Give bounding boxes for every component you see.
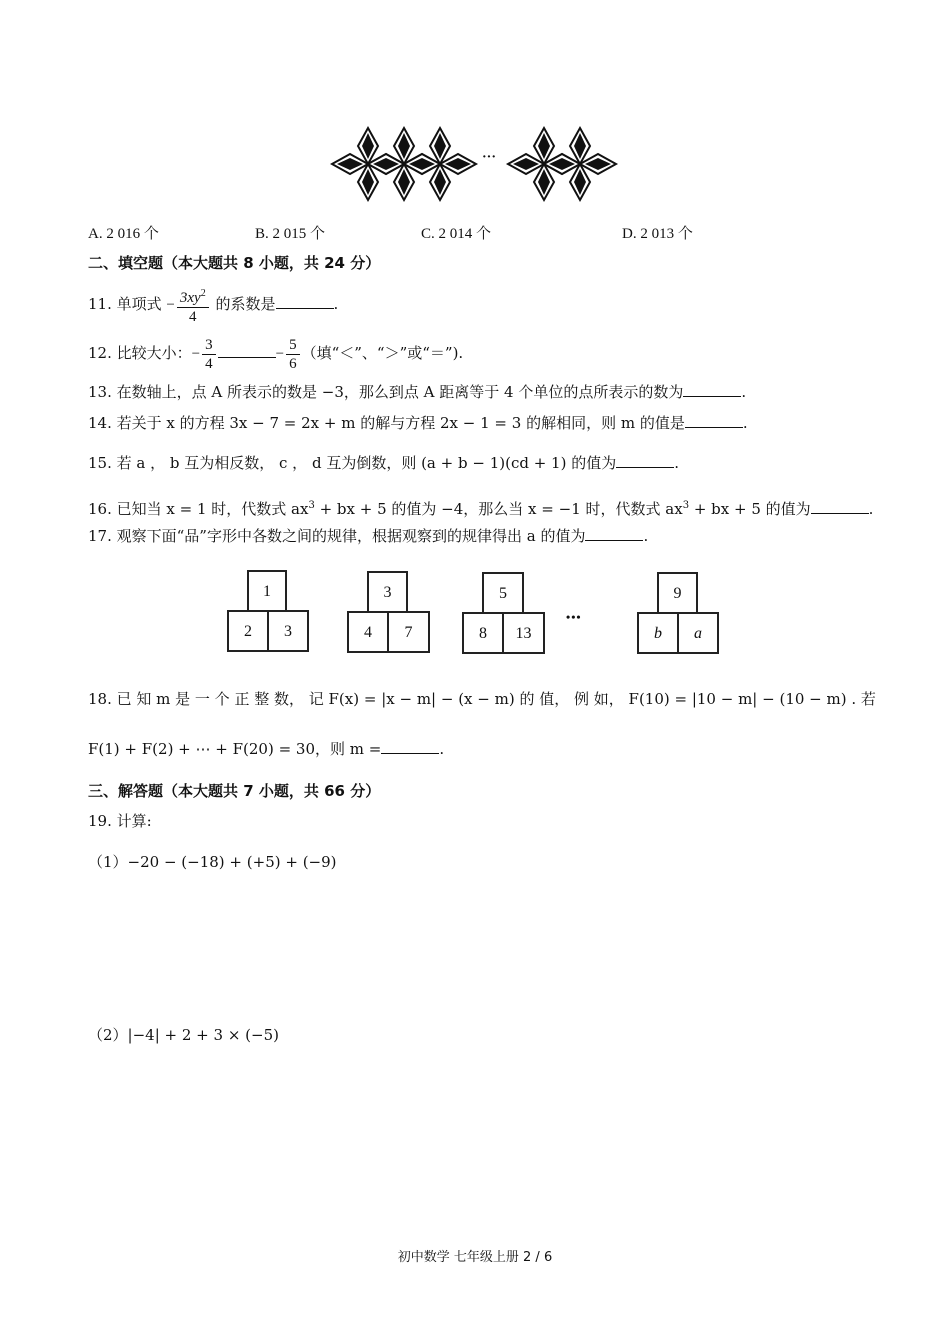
question-18-line-2: F(1) + F(2) + ⋯ + F(20) = 30，则 m = . xyxy=(88,740,445,758)
q15-answer-blank[interactable] xyxy=(616,453,674,468)
q13-answer-blank[interactable] xyxy=(683,382,741,397)
q12-answer-blank[interactable] xyxy=(218,343,276,358)
question-12: 12. 比较大小：− $\frac{3}{4}$ − $\frac{5}{6}$ （填“＜”、“＞”或“＝”). xyxy=(88,336,464,372)
question-15: 15. 若 a ， b 互为相反数， c ， d 互为倒数，则 (a + b − 1)(cd + 1) 的值为 . xyxy=(88,454,679,472)
pin-3-right: 13 xyxy=(502,612,545,654)
pin-1-right: 3 xyxy=(267,610,309,652)
section-2-heading: 二、填空题（本大题共 8 小题，共 24 分） xyxy=(88,254,381,272)
question-19-part-2: （2）|−4| + 2 + 3 × (−5) xyxy=(88,1026,279,1044)
q11-prefix: 11. 单项式 xyxy=(88,295,162,313)
q12-suffix: （填“＜”、“＞”或“＝”). xyxy=(301,344,464,362)
question-19-part-1: （1）−20 − (−18) + (+5) + (−9) xyxy=(88,853,337,871)
option-c: C. 2 014 个 xyxy=(421,226,492,242)
q12-fraction-2: $\frac{5}{6}$ xyxy=(286,336,300,373)
q11-suffix: 的系数是 xyxy=(215,295,276,313)
question-18-line-1: 18. 已 知 m 是 一 个 正 整 数， 记 F(x) = |x − m| − (x − m) 的 值， 例 如， F(10) = |10 − m| − (10 − m) . 若 xyxy=(88,690,876,708)
pin-2-right: 7 xyxy=(387,611,430,653)
question-13: 13. 在数轴上，点 A 所表示的数是 −3，那么到点 A 距离等于 4 个单位的点所表示的数为 . xyxy=(88,383,747,401)
q14-answer-blank[interactable] xyxy=(685,413,743,428)
pin-2-left: 4 xyxy=(347,611,389,653)
section-3-heading: 三、解答题（本大题共 7 小题，共 66 分） xyxy=(88,782,381,800)
pin-ellipsis: ••• xyxy=(566,610,582,624)
option-d: D. 2 013 个 xyxy=(622,226,693,242)
pin-2-top: 3 xyxy=(367,571,408,613)
pin-4-top: 9 xyxy=(657,572,698,614)
q12-prefix: 12. 比较大小： xyxy=(88,344,192,362)
pin-3-top: 5 xyxy=(482,572,524,614)
q16-answer-blank[interactable] xyxy=(811,499,869,514)
pattern-ellipsis: ··· xyxy=(482,150,497,165)
pin-4-right: a xyxy=(677,612,719,654)
pin-1-left: 2 xyxy=(227,610,269,652)
q18-answer-blank[interactable] xyxy=(381,739,439,754)
diamond-pattern-figure xyxy=(330,124,620,204)
pin-1-top: 1 xyxy=(247,570,287,612)
option-b: B. 2 015 个 xyxy=(255,226,326,242)
question-19: 19. 计算: xyxy=(88,812,152,830)
q11-answer-blank[interactable] xyxy=(276,294,334,309)
q12-fraction-1: $\frac{3}{4}$ xyxy=(202,336,216,373)
pin-3-left: 8 xyxy=(462,612,504,654)
q11-fraction: $\frac{3xy^2}{4}$ xyxy=(177,285,209,326)
question-16: 16. 已知当 x = 1 时，代数式 $ax^3$ + bx + 5 的值为 −4，那么当 x = −1 时，代数式 $ax^3$ + bx + 5 的值为 . xyxy=(88,500,874,518)
question-14: 14. 若关于 x 的方程 3x − 7 = 2x + m 的解与方程 2x − 1 = 3 的解相同，则 m 的值是 . xyxy=(88,414,748,432)
q17-answer-blank[interactable] xyxy=(585,526,643,541)
question-11: 11. 单项式 − $\frac{3xy^2}{4}$ 的系数是 . xyxy=(88,281,338,328)
option-a: A. 2 016 个 xyxy=(88,226,159,242)
page-footer: 初中数学 七年级上册 2 / 6 xyxy=(397,1250,553,1265)
pin-4-left: b xyxy=(637,612,679,654)
question-17: 17. 观察下面“品”字形中各数之间的规律，根据观察到的规律得出 a 的值为 . xyxy=(88,527,649,545)
